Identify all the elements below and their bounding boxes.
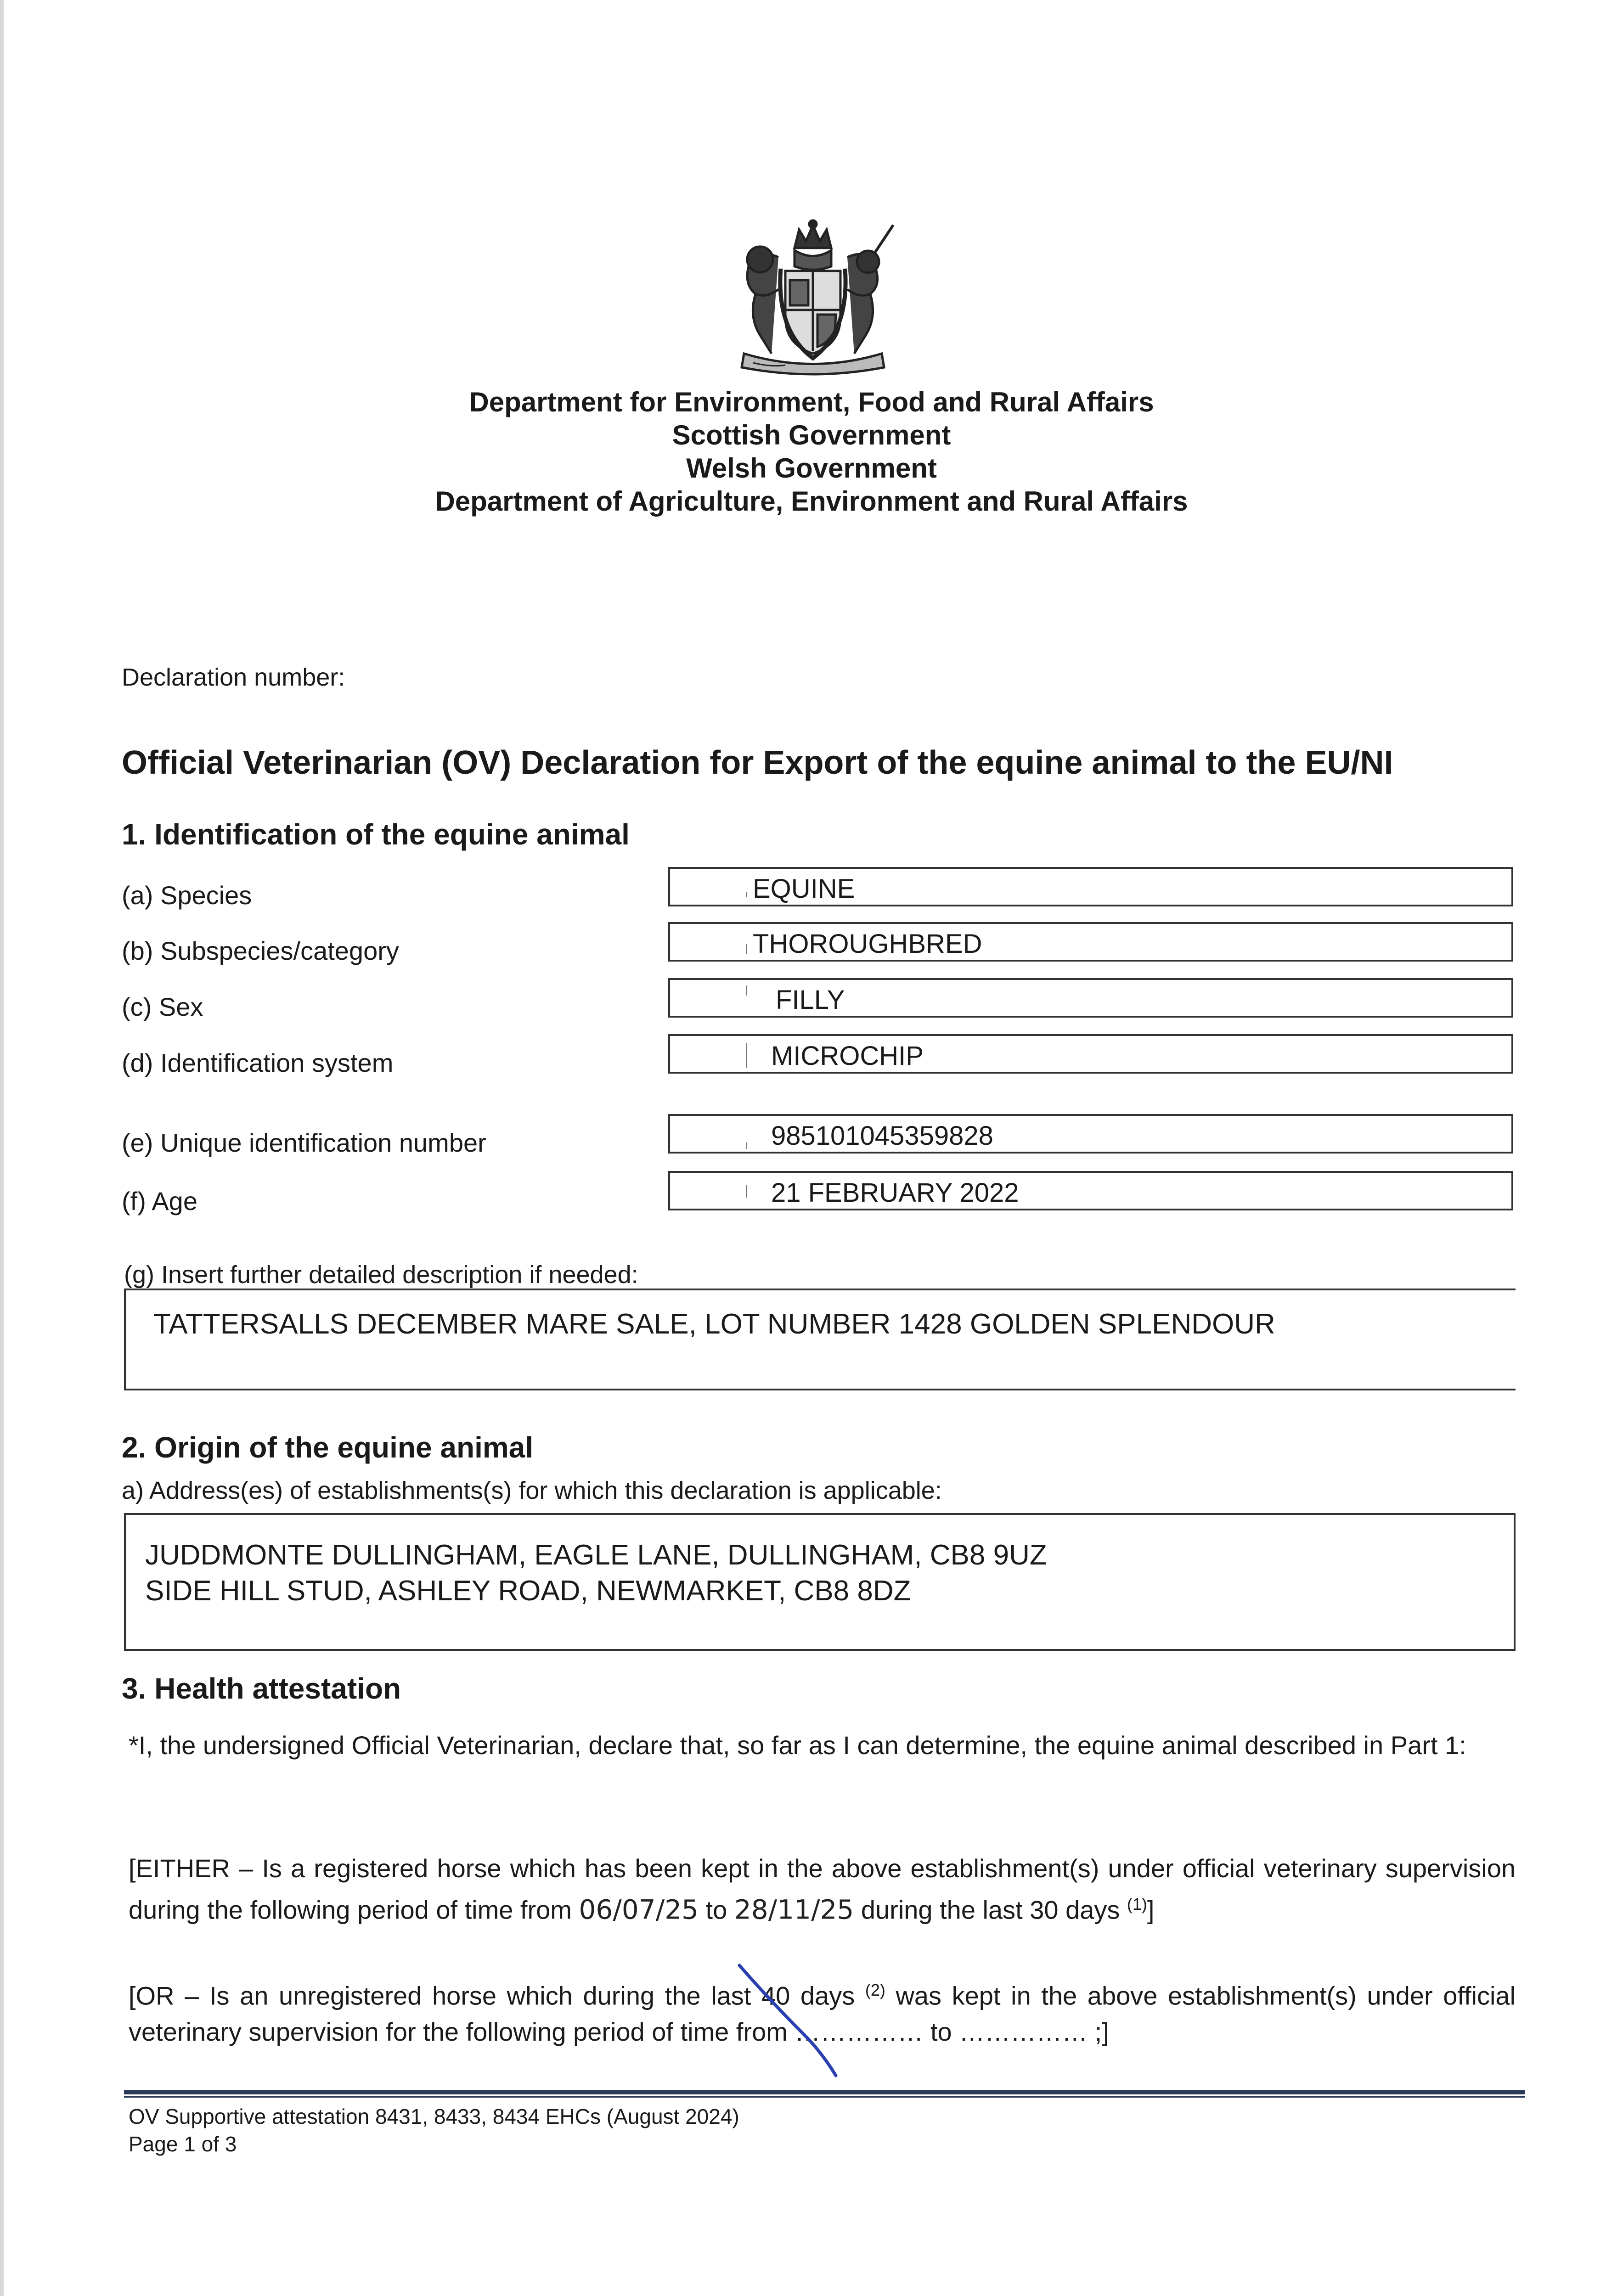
department-line: Department of Agriculture, Environment and Rural Affairs bbox=[435, 486, 1188, 517]
footnote-marker: (2) bbox=[865, 1981, 885, 1999]
scan-edge bbox=[0, 0, 4, 2296]
subspecies-field bbox=[668, 922, 1513, 962]
document-title: Official Veterinarian (OV) Declaration for Export of the equine animal to the EU/NI bbox=[122, 744, 1393, 781]
footer-form-reference: OV Supportive attestation 8431, 8433, 8434 EHCs (August 2024) bbox=[129, 2105, 739, 2128]
or-text: was kept in the above establishment(s) under official veterinary supervision for the following period of time from …………… to …………… ;] bbox=[129, 1981, 1516, 2046]
identification-system-field bbox=[668, 1034, 1513, 1074]
pen-strike-mark bbox=[735, 1961, 840, 2080]
field-tick-mark bbox=[746, 944, 747, 954]
field-tick-mark bbox=[746, 892, 747, 897]
identification-system-value: MICROCHIP bbox=[771, 1041, 924, 1071]
description-box bbox=[124, 1290, 1516, 1390]
or-text: [OR – Is an unregistered horse which during the last 40 days bbox=[129, 1981, 865, 2010]
sex-field bbox=[668, 978, 1513, 1018]
field-tick-mark bbox=[746, 1185, 747, 1198]
departments-header bbox=[0, 386, 1623, 518]
field-tick-mark bbox=[746, 1043, 747, 1068]
either-text: [EITHER – Is a registered horse which has been kept in the above establishment(s) under official veterinary supervision during the following period of time from bbox=[129, 1854, 1516, 1925]
footer-rule bbox=[124, 2090, 1525, 2094]
footer-page-number: Page 1 of 3 bbox=[129, 2132, 237, 2156]
field-tick-mark bbox=[746, 1142, 747, 1149]
section-2-heading: 2. Origin of the equine animal bbox=[122, 1431, 534, 1464]
subspecies-value: THOROUGHBRED bbox=[753, 929, 982, 959]
section-3-heading: 3. Health attestation bbox=[122, 1672, 401, 1705]
sex-value: FILLY bbox=[776, 985, 845, 1015]
section-1-heading: 1. Identification of the equine animal bbox=[122, 818, 630, 851]
unique-id-value: 985101045359828 bbox=[771, 1121, 993, 1151]
address-box bbox=[124, 1513, 1516, 1651]
department-line: Department for Environment, Food and Rural Affairs bbox=[469, 387, 1154, 417]
species-field bbox=[668, 867, 1513, 906]
either-text: during the last 30 days bbox=[854, 1895, 1127, 1925]
address-label: a) Address(es) of establishments(s) for which this declaration is applicable: bbox=[122, 1477, 942, 1504]
royal-coat-of-arms-icon bbox=[716, 216, 909, 381]
subspecies-label: (b) Subspecies/category bbox=[122, 936, 399, 965]
sex-label: (c) Sex bbox=[122, 992, 203, 1021]
either-text: ] bbox=[1147, 1895, 1155, 1925]
age-field bbox=[668, 1171, 1513, 1210]
age-value: 21 FEBRUARY 2022 bbox=[771, 1178, 1019, 1208]
unique-id-field bbox=[668, 1114, 1513, 1154]
address-line: JUDDMONTE DULLINGHAM, EAGLE LANE, DULLINGHAM, CB8 9UZ bbox=[145, 1539, 1047, 1571]
either-clause bbox=[129, 1851, 1516, 1928]
field-tick-mark bbox=[746, 985, 747, 996]
identification-system-label: (d) Identification system bbox=[122, 1048, 394, 1077]
either-text: to bbox=[699, 1895, 734, 1925]
health-attestation-intro: *I, the undersigned Official Veterinarian, declare that, so far as I can determine, the equine animal described in Part 1: bbox=[129, 1731, 1466, 1760]
address-line: SIDE HILL STUD, ASHLEY ROAD, NEWMARKET, CB8 8DZ bbox=[145, 1575, 911, 1607]
species-value: EQUINE bbox=[753, 874, 855, 904]
either-to-date: 28/11/25 bbox=[734, 1894, 854, 1925]
department-line: Scottish Government bbox=[672, 420, 951, 450]
unique-id-label: (e) Unique identification number bbox=[122, 1128, 486, 1157]
footnote-marker: (1) bbox=[1127, 1895, 1147, 1913]
footer-rule bbox=[124, 2096, 1525, 2098]
either-from-date: 06/07/25 bbox=[579, 1894, 699, 1925]
description-label: (g) Insert further detailed description if needed: bbox=[124, 1261, 638, 1289]
description-value: TATTERSALLS DECEMBER MARE SALE, LOT NUMBER 1428 GOLDEN SPLENDOUR bbox=[153, 1308, 1275, 1340]
species-label: (a) Species bbox=[122, 881, 252, 910]
department-line: Welsh Government bbox=[686, 453, 937, 484]
declaration-number-label: Declaration number: bbox=[122, 664, 345, 691]
age-label: (f) Age bbox=[122, 1187, 197, 1216]
